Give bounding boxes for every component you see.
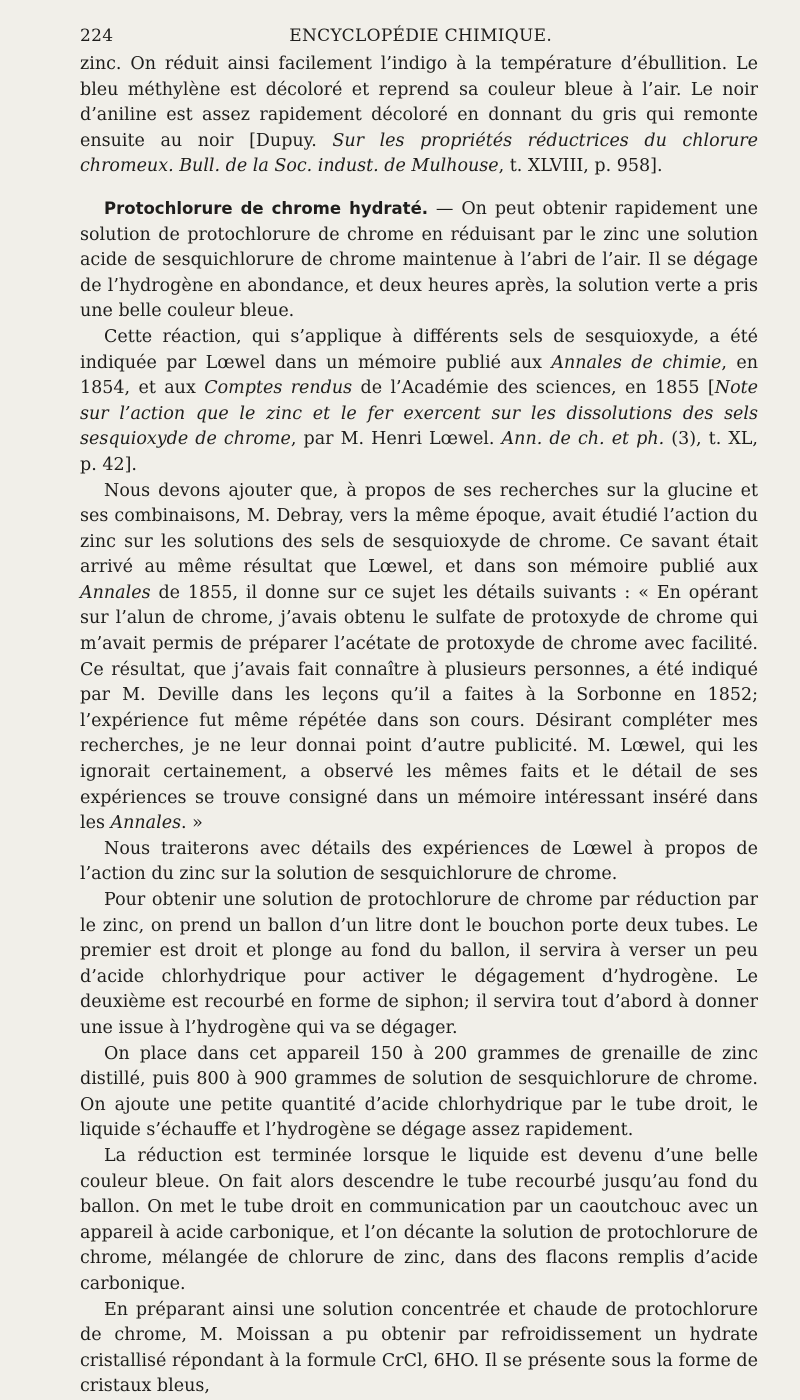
text-run: En préparant ainsi une solution concentrée et chaude de protochlorure de chrome, M. Moissan a pu obtenir par refroidissement un hydrate cristallisé répondant à la formule CrCl, 6HO. Il se présente sous la forme de cristaux bleus,	[80, 1299, 758, 1397]
text-run: , en 1854, et aux	[80, 352, 758, 399]
italic-text: Ann. de ch. et ph.	[501, 429, 665, 450]
paragraph	[80, 1298, 758, 1400]
text-run: de l’Académie des sciences, en 1855 [	[352, 378, 715, 399]
text-run: Nous traiterons avec détails des expériences de Lœwel à propos de l’action du zinc sur la solution de sesquichlorure de chrome.	[80, 838, 758, 885]
paragraph	[80, 1042, 758, 1144]
text-run: . »	[181, 813, 203, 834]
text-run: Nous devons ajouter que, à propos de ses recherches sur la glucine et ses combinaisons, M. Debray, vers la même époque, avait étudié l’action du zinc sur les solutions des sels de sesquioxyde de chrome. Ce savant était arrivé au même résultat que Lœwel, et dans son mémoire publié aux	[80, 480, 758, 578]
text-run: (3), t. XL, p. 42].	[80, 429, 758, 475]
section-paragraph	[80, 196, 758, 325]
paragraph	[80, 52, 758, 180]
paragraph	[80, 888, 758, 1042]
paragraph	[80, 325, 758, 479]
italic-text: Annales de chimie	[551, 352, 722, 373]
italic-text: Comptes rendus	[204, 378, 353, 399]
text-run: , par M. Henri Lœwel.	[290, 429, 502, 450]
text-run: Cette réaction, qui s’applique à différents sels de sesquioxyde, a été indiquée par Lœwel dans un mémoire publié aux	[80, 326, 758, 373]
text-run: , t. XLVIII, p. 958].	[498, 156, 663, 177]
italic-text: Sur les propriétés réductrices du chlorure chromeux. Bull. de la Soc. indust. de Mulhouse	[80, 130, 758, 177]
italic-text: Annales	[80, 582, 151, 603]
paragraph	[80, 479, 758, 837]
paragraph	[80, 1144, 758, 1298]
text-run: de 1855, il donne sur ce sujet les détails suivants : « En opérant sur l’alun de chrome, j’avais obtenu le sulfate de protoxyde de chrome qui m’avait permis de préparer l’acétate de protoxyde de chrome avec facilité. Ce résultat, que j’avais fait connaître à plusieurs personnes, a été indiqué par M. Deville dans les leçons qu’il a faites à la Sorbonne en 1852; l’expérience fut même répétée dans son cours. Désirant compléter mes recherches, je ne leur donnai point d’autre publicité. M. Lœwel, qui les ignorait certainement, a observé les mêmes faits et le détail de ses expériences se trouve consigné dans un mémoire intéressant inséré dans les	[80, 582, 758, 834]
paragraph	[80, 837, 758, 888]
page-number: 224	[80, 26, 114, 46]
section-heading: Protochlorure de chrome hydraté.	[104, 198, 429, 218]
text-run: Pour obtenir une solution de protochlorure de chrome par réduction par le zinc, on prend un ballon d’un litre dont le bouchon porte deux tubes. Le premier est droit et plonge au fond du ballon, il servira à verser un peu d’acide chlorhydrique pour activer le dégagement d’hydrogène. Le deuxième est recourbé en forme de siphon; il servira tout d’abord à donner une issue à l’hydrogène qui va se dégager.	[80, 890, 758, 1038]
italic-text: Annales	[110, 813, 182, 834]
text-run: zinc. On réduit ainsi facilement l’indigo à la température d’ébullition. Le bleu méthylène est décoloré et reprend sa couleur bleue à l’air. Le noir d’aniline est assez rapidement décoloré en donnant du gris qui remonte ensuite au noir [Dupuy.	[80, 54, 758, 151]
italic-text: Note sur l’action que le zinc et le fer exercent sur les dissolutions des sels sesquioxyde de chrome	[80, 378, 759, 450]
text-run: — On peut obtenir rapidement une solution de protochlorure de chrome en réduisant par le zinc une solution acide de sesquichlorure de chrome maintenue à l’abri de l’air. Il se dégage de l’hydrogène en abondance, et deux heures après, la solution verte a pris une belle couleur bleue.	[80, 198, 758, 322]
text-run: On place dans cet appareil 150 à 200 grammes de grenaille de zinc distillé, puis 800 à 900 grammes de solution de sesquichlorure de chrome. On ajoute une petite quantité d’acide chlorhydrique par le tube droit, le liquide s’échauffe et l’hydrogène se dégage assez rapidement.	[80, 1043, 758, 1141]
body-text	[80, 52, 758, 1400]
text-run: La réduction est terminée lorsque le liquide est devenu d’une belle couleur bleue. On fait alors descendre le tube recourbé jusqu’au fond du ballon. On met le tube droit en communication par un caoutchouc avec un appareil à acide carbonique, et l’on décante la solution de protochlorure de chrome, mélangée de chlorure de zinc, dans des flacons remplis d’acide carbonique.	[80, 1145, 758, 1294]
running-title: ENCYCLOPÉDIE CHIMIQUE.	[289, 26, 553, 46]
page-header	[80, 26, 758, 46]
